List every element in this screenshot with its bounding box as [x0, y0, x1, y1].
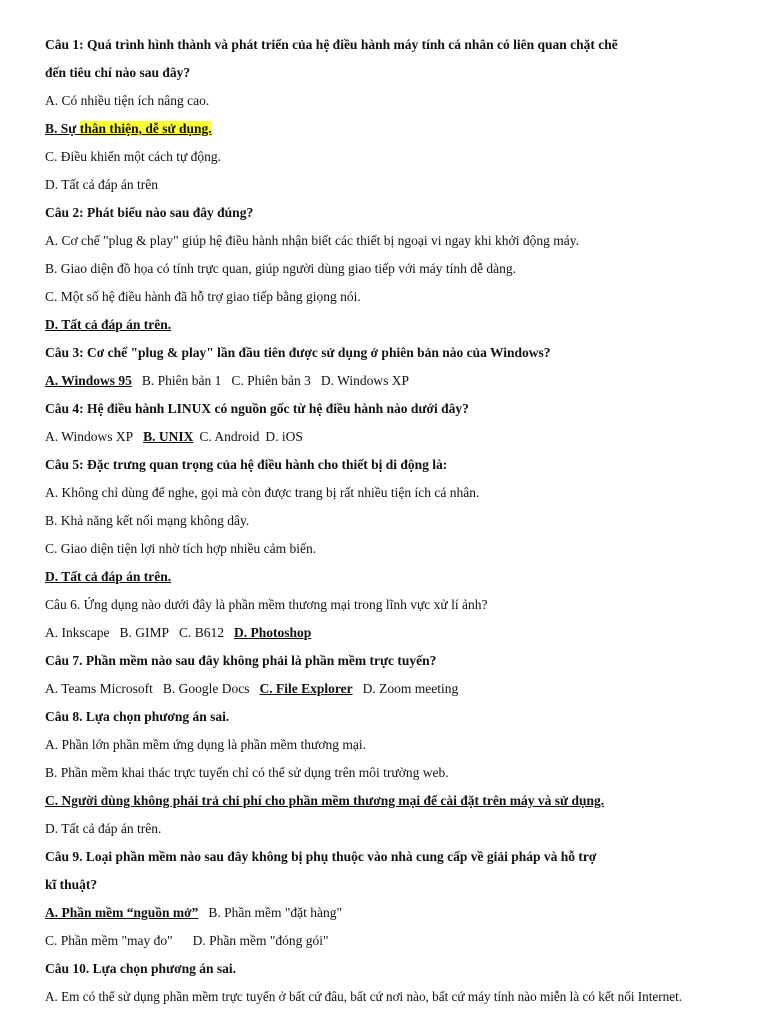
question-3-options: [45, 372, 409, 390]
question-10-option-a: A. Em có thể sử dụng phần mềm trực tuyến ở bất cứ đâu, bất cứ nơi nào, bất cứ máy tính nào miễn là có kết nối Internet.: [45, 989, 683, 1004]
question-7-option-c-answer: C. File Explorer: [259, 681, 353, 696]
question-8-option-a: A. Phần lớn phần mềm ứng dụng là phần mềm thương mại.: [45, 737, 366, 752]
question-9-option-c: C. Phần mềm "may đo": [45, 933, 173, 948]
question-2-title: Câu 2: Phát biểu nào sau đây đúng?: [45, 205, 254, 220]
question-4-option-b-answer: B. UNIX: [143, 429, 194, 444]
question-2-option-b: B. Giao diện đồ họa có tính trực quan, giúp người dùng giao tiếp với máy tính dễ dàng.: [45, 261, 516, 276]
question-5-title: Câu 5: Đặc trưng quan trọng của hệ điều hành cho thiết bị di động là:: [45, 457, 448, 472]
question-5-option-b: B. Khả năng kết nối mạng không dây.: [45, 513, 250, 528]
question-6-option-b: B. GIMP: [119, 625, 169, 640]
question-4-title: Câu 4: Hệ điều hành LINUX có nguồn gốc từ hệ điều hành nào dưới đây?: [45, 401, 469, 416]
question-1-option-d: D. Tất cả đáp án trên: [45, 177, 158, 192]
question-8-option-d: D. Tất cả đáp án trên.: [45, 821, 162, 836]
question-7-option-a: A. Teams Microsoft: [45, 681, 153, 696]
question-1-title: Câu 1: Quá trình hình thành và phát triển của hệ điều hành máy tính cá nhân có liên quan chặt chẽ: [45, 37, 618, 52]
question-6-title: Câu 6. Ứng dụng nào dưới đây là phần mềm thương mại trong lĩnh vực xử lí ảnh?: [45, 597, 488, 612]
question-7-option-b: B. Google Docs: [162, 681, 250, 696]
question-3-option-b: B. Phiên bản 1: [141, 373, 222, 388]
question-6-options: [45, 624, 311, 642]
question-1-title-cont: đến tiêu chí nào sau đây?: [45, 65, 191, 80]
question-6-option-d-answer: D. Photoshop: [234, 625, 312, 640]
question-5-option-c: C. Giao diện tiện lợi nhờ tích hợp nhiều cảm biến.: [45, 541, 317, 556]
question-4-option-d: D. iOS: [265, 429, 303, 444]
question-7-options: [45, 680, 458, 698]
highlighted-answer-text: thân thiện, dễ sử dụng.: [79, 121, 212, 136]
question-3-title: Câu 3: Cơ chế "plug & play" lần đầu tiên được sử dụng ở phiên bản nào của Windows?: [45, 345, 551, 360]
question-7-title: Câu 7. Phần mềm nào sau đây không phải là phần mềm trực tuyến?: [45, 653, 437, 668]
question-1-option-a: A. Có nhiều tiện ích nâng cao.: [45, 93, 210, 108]
question-10-title: Câu 10. Lựa chọn phương án sai.: [45, 961, 236, 976]
question-9-option-b: B. Phần mềm "đặt hàng": [208, 905, 343, 920]
question-6-option-a: A. Inkscape: [45, 625, 110, 640]
question-9-option-d: D. Phần mềm "đóng gói": [192, 933, 329, 948]
option-b-prefix: B. Sự: [45, 121, 80, 136]
question-8-option-b: B. Phần mềm khai thác trực tuyến chỉ có thể sử dụng trên môi trường web.: [45, 765, 449, 780]
question-3-option-d: D. Windows XP: [320, 373, 409, 388]
question-1-option-b-answer: [45, 120, 212, 138]
question-9-options-row-1: [45, 904, 342, 922]
question-5-option-d-answer: D. Tất cả đáp án trên.: [45, 569, 172, 584]
question-2-option-c: C. Một số hệ điều hành đã hỗ trợ giao tiếp bằng giọng nói.: [45, 289, 361, 304]
question-2-option-a: A. Cơ chế "plug & play" giúp hệ điều hành nhận biết các thiết bị ngoại vi ngay khi khởi động máy.: [45, 233, 579, 248]
question-2-option-d-answer: D. Tất cả đáp án trên.: [45, 317, 172, 332]
question-4-option-c: C. Android: [199, 429, 260, 444]
question-5-option-a: A. Không chỉ dùng để nghe, gọi mà còn được trang bị rất nhiều tiện ích cá nhân.: [45, 485, 480, 500]
question-9-option-a-answer: A. Phần mềm “nguồn mở”: [45, 905, 199, 920]
question-9-options-row-2: [45, 932, 329, 950]
question-8-option-c-answer: C. Người dùng không phải trả chi phí cho phần mềm thương mại để cài đặt trên máy và sử dụng.: [45, 793, 605, 808]
question-9-title-cont: kĩ thuật?: [45, 877, 98, 892]
question-3-option-c: C. Phiên bản 3: [231, 373, 311, 388]
question-9-title: Câu 9. Loại phần mềm nào sau đây không bị phụ thuộc vào nhà cung cấp về giải pháp và hỗ trợ: [45, 849, 597, 864]
question-1-option-c: C. Điều khiển một cách tự động.: [45, 149, 222, 164]
question-7-option-d: D. Zoom meeting: [362, 681, 459, 696]
question-4-options: [45, 428, 303, 446]
question-3-option-a-answer: A. Windows 95: [45, 373, 132, 388]
question-8-title: Câu 8. Lựa chọn phương án sai.: [45, 709, 230, 724]
question-6-option-c: C. B612: [179, 625, 225, 640]
question-4-option-a: A. Windows XP: [45, 429, 134, 444]
